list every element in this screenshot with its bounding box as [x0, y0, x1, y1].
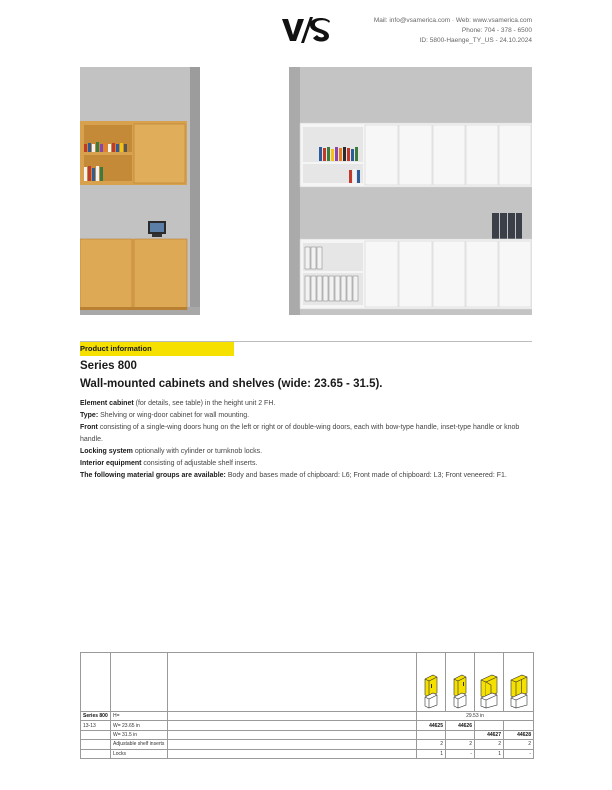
- product-photo-white: [289, 67, 532, 315]
- table-row-height: [81, 712, 534, 721]
- locks-label-cell: Locks: [111, 749, 168, 758]
- desc-element-cabinet: Element cabinet (for details, see table) in the height unit 2 FH.: [80, 400, 276, 407]
- article-cell: [475, 721, 504, 730]
- table-row-width-2: [81, 730, 534, 739]
- locks-value-cell: 1: [475, 749, 504, 758]
- cabinet-double-door-open-icon: [478, 673, 500, 709]
- table-row-locks: [81, 749, 534, 758]
- article-cell: [417, 730, 446, 739]
- shelf-value-cell: 2: [417, 740, 446, 749]
- desc-interior-equipment: Interior equipment consisting of adjustable shelf inserts.: [80, 460, 258, 467]
- product-information-tag: Product information: [80, 342, 234, 356]
- width-2-label-cell: W= 31.5 in: [111, 730, 168, 739]
- article-cell: 44626: [446, 721, 475, 730]
- article-cell: 44627: [475, 730, 504, 739]
- locks-value-cell: -: [446, 749, 475, 758]
- series-title: Series 800: [80, 360, 137, 372]
- cabinet-single-door-right-icon: [451, 673, 469, 709]
- contact-info: [374, 16, 532, 46]
- specification-table: [80, 652, 534, 759]
- desc-front: Front consisting of a single-wing doors hung on the left or right or of double-wing doors, each with bow-type handle, inset-type handle or knob handle.: [80, 424, 520, 443]
- article-cell: [446, 730, 475, 739]
- table-row-width-1: [81, 721, 534, 730]
- cabinet-double-door-icon: [508, 673, 530, 709]
- cabinet-single-door-left-icon: [422, 673, 440, 709]
- product-photo-wood: [80, 67, 200, 315]
- code-cell: 13-13: [81, 721, 111, 730]
- contact-line-phone: Phone: 704 - 378 - 6500: [461, 27, 532, 34]
- contact-line-id: ID: 5800-Haenge_TY_US - 24.10.2024: [419, 37, 532, 44]
- locks-value-cell: 1: [417, 749, 446, 758]
- desc-type: Type: Shelving or wing-door cabinet for wall mounting.: [80, 412, 250, 419]
- series-cell: Series 800: [81, 712, 111, 721]
- shelf-label-cell: Adjustable shelf inserts: [111, 740, 168, 749]
- contact-line-mail: Mail: info@vsamerica.com · Web: www.vsamerica.com: [373, 17, 532, 24]
- width-1-label-cell: W= 23.65 in: [111, 721, 168, 730]
- table-row-shelf-inserts: [81, 740, 534, 749]
- shelf-value-cell: 2: [446, 740, 475, 749]
- desc-locking-system: Locking system optionally with cylinder or turnknob locks.: [80, 448, 263, 455]
- shelf-value-cell: 2: [504, 740, 534, 749]
- shelf-value-cell: 2: [475, 740, 504, 749]
- table-icon-row: [81, 653, 534, 712]
- locks-value-cell: -: [504, 749, 534, 758]
- product-subtitle: Wall-mounted cabinets and shelves (wide: 23.65 - 31.5).: [80, 378, 383, 390]
- article-cell: [504, 721, 534, 730]
- article-cell: 44625: [417, 721, 446, 730]
- vs-logo: [280, 16, 332, 44]
- product-description: [80, 398, 532, 482]
- height-value-cell: 29.53 in: [417, 712, 534, 721]
- height-label-cell: H=: [111, 712, 168, 721]
- desc-material-groups: The following material groups are available: Body and bases made of chipboard: L6; Front made of chipboard: L3; Front veneered: F1.: [80, 472, 507, 479]
- article-cell: 44628: [504, 730, 534, 739]
